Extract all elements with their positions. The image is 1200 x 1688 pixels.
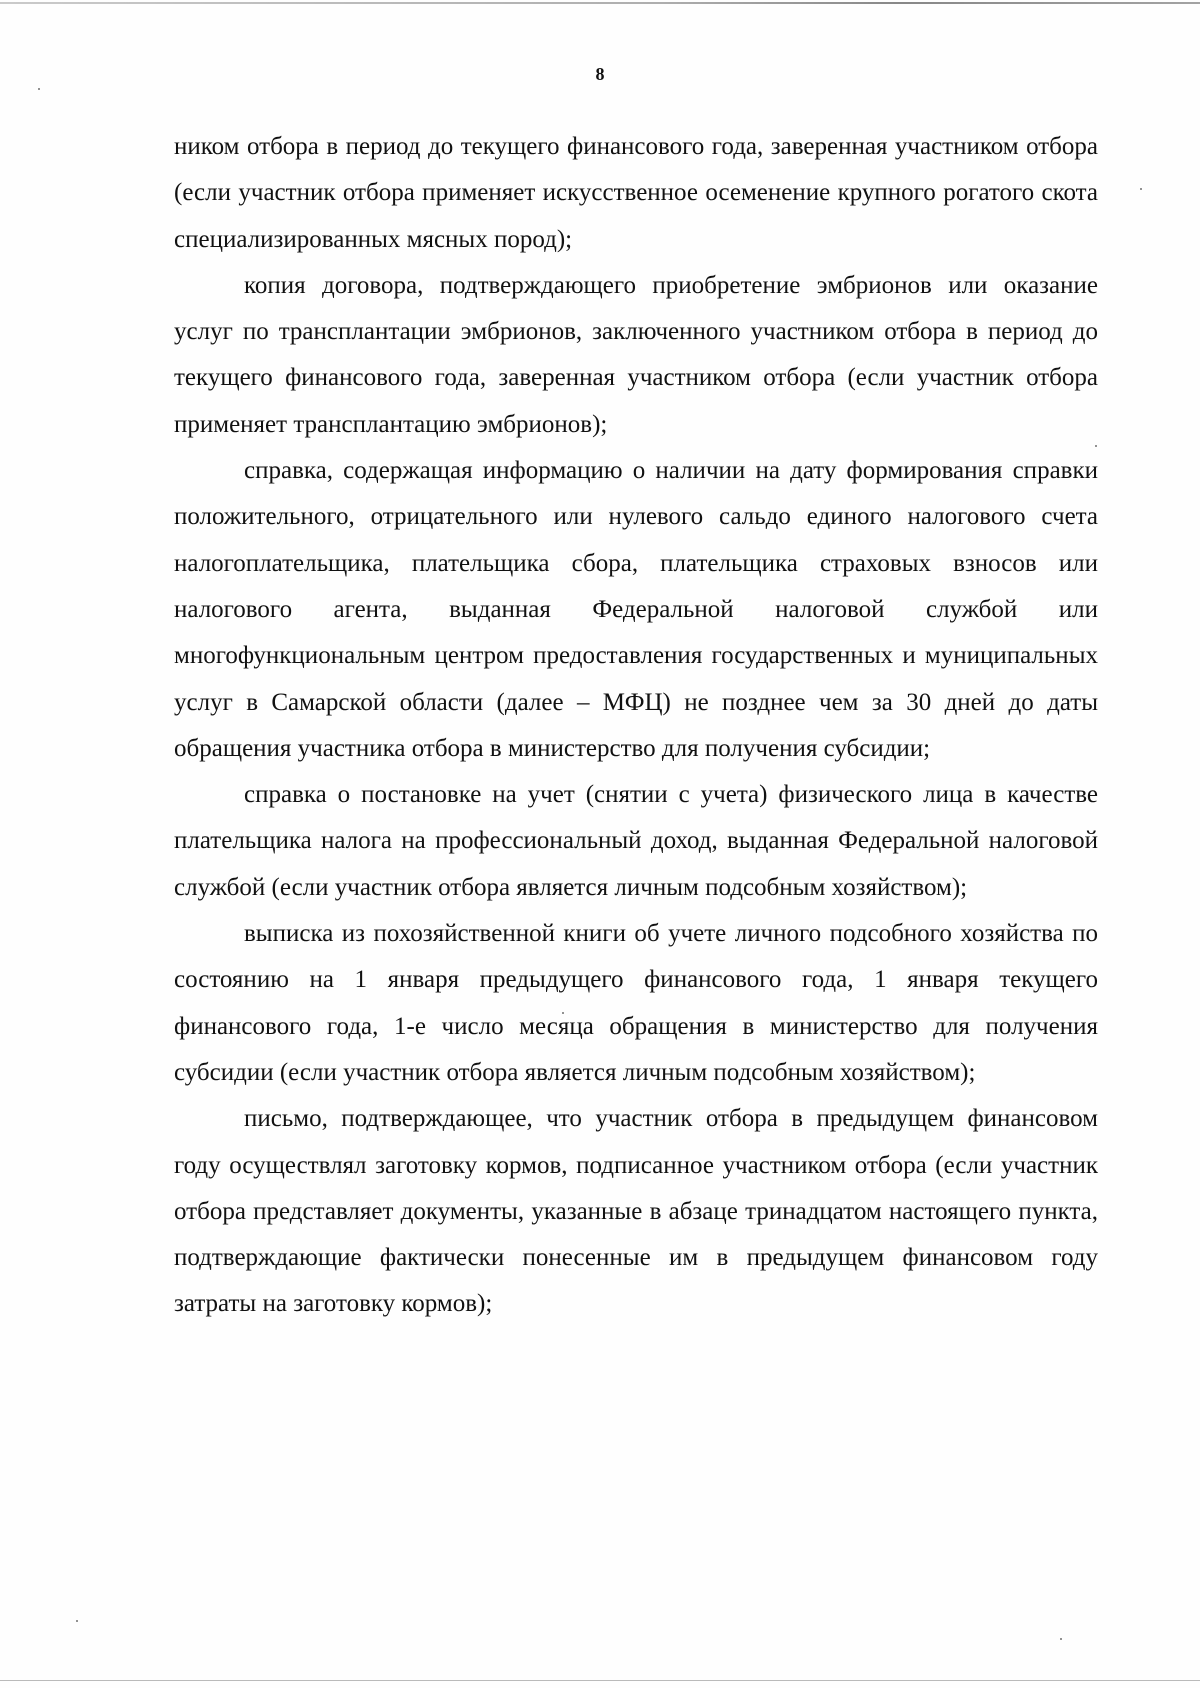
paragraph-household-book-extract: выписка из похозяйственной книги об учете личного подсобного хозяйства по состоянию на 1 января предыдущего финансового года, 1 января текущего финансового года, 1-е число месяца обращения в министерство для получения субсидии (если участник отбора является личным подсобным хозяйством); xyxy=(174,920,1098,1086)
paragraph-feed-procurement-letter: письмо, подтверждающее, что участник отбора в предыдущем финансовом году осуществлял заготовку кормов, подписанное участником отбора (если участник отбора представляет документы, указанные в абзаце тринадцатом настоящего пункта, подтверждающие фактически понесенные им в предыдущем финансовом году затраты на заготовку кормов); xyxy=(174,1105,1098,1318)
scan-speck xyxy=(1060,1638,1062,1640)
scan-edge-bottom xyxy=(0,1680,1200,1681)
paragraph-professional-income-certificate: справка о постановке на учет (снятии с учета) физического лица в качестве плательщика налога на профессиональный доход, выданная Федеральной налоговой службой (если участник отбора является личным подсобным хозяйством); xyxy=(174,781,1098,901)
paragraph-embryo-contract: копия договора, подтверждающего приобретение эмбрионов или оказание услуг по трансплантации эмбрионов, заключенного участником отбора в период до текущего финансового года, заверенная участником отбора (если участник отбора применяет трансплантацию эмбрионов); xyxy=(174,271,1098,438)
scan-speck xyxy=(76,1620,78,1622)
paragraph-tax-balance-certificate: справка, содержащая информацию о наличии на дату формирования справки положительного, отрицательного или нулевого сальдо единого налогового счета налогоплательщика, плательщика сбора, плательщика страховых взносов или налогового агента, выданная Федеральной налоговой службой или многофункциональным центром предоставления государственных и муниципальных услуг в Самарской области (далее – МФЦ) не позднее чем за 30 дней до даты обращения участника отбора в министерство для получения субсидии; xyxy=(174,457,1098,762)
page-number: 8 xyxy=(595,64,605,84)
scan-speck xyxy=(38,88,40,90)
scan-edge-top xyxy=(0,2,1200,4)
scan-speck xyxy=(1140,188,1142,190)
paragraph-continuation: ником отбора в период до текущего финансового года, заверенная участником отбора (если участник отбора применяет искусственное осеменение крупного рогатого скота специализированных мясных пород); xyxy=(174,133,1098,253)
document-body xyxy=(174,124,1098,1328)
